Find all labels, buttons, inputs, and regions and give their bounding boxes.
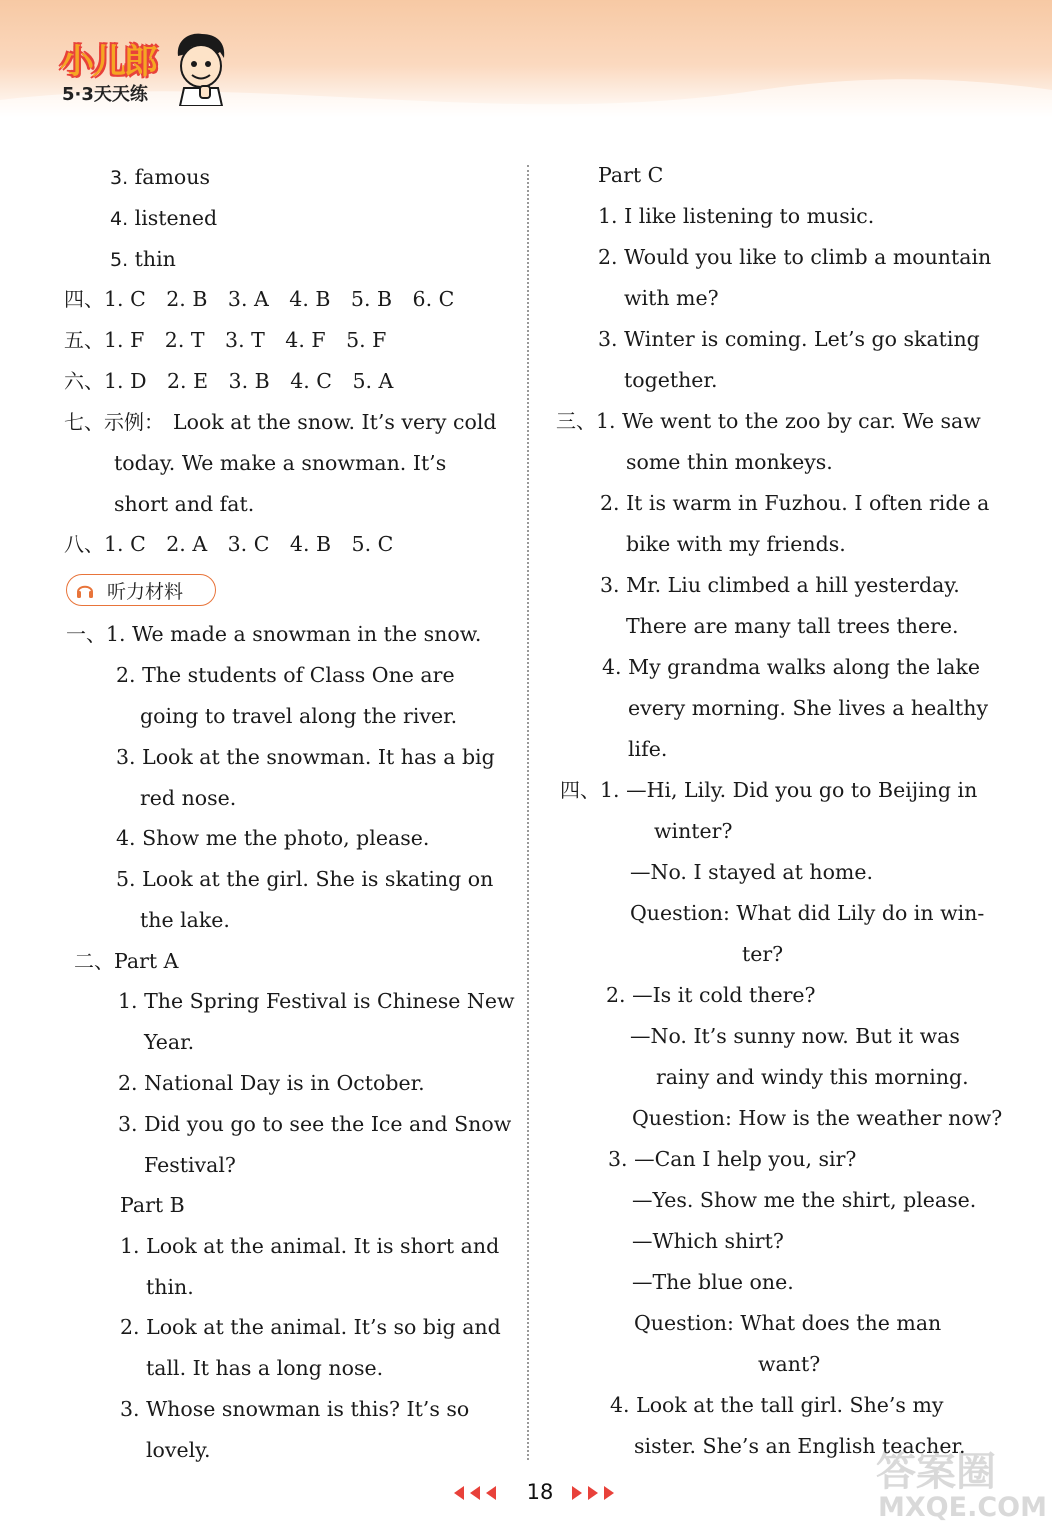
transcript-line: 3. Mr. Liu climbed a hill yesterday. [600, 573, 960, 597]
transcript-line: 2. The students of Class One are [116, 663, 455, 687]
watermark-en: MXQE.COM [878, 1492, 1047, 1523]
transcript-line: 3. —Can I help you, sir? [608, 1147, 857, 1171]
transcript-line: —No. It’s sunny now. But it was [630, 1024, 960, 1048]
transcript-line: 3. Look at the snowman. It has a big [116, 745, 495, 769]
transcript-line: Year. [144, 1030, 195, 1054]
transcript-line: every morning. She lives a healthy [628, 696, 989, 720]
section-answers: 四、1. C 2. B 3. A 4. B 5. B 6. C [64, 287, 455, 311]
brand-logo [52, 32, 252, 112]
transcript-line: 2. Would you like to climb a mountain [598, 245, 992, 269]
transcript-line: 一、1. We made a snowman in the snow. [66, 622, 482, 646]
transcript-line: 三、1. We went to the zoo by car. We saw [556, 409, 981, 433]
transcript-line: 3. Did you go to see the Ice and Snow [118, 1112, 512, 1136]
transcript-line: the lake. [140, 908, 230, 932]
column-divider [527, 165, 529, 1460]
section-label-7: 七、示例： [64, 410, 164, 434]
transcript-line: want? [758, 1352, 821, 1376]
transcript-line: 2. National Day is in October. [118, 1071, 425, 1095]
transcript-line: 2. It is warm in Fuzhou. I often ride a [600, 491, 990, 515]
example-sentence: short and fat. [114, 492, 255, 516]
header-band [0, 0, 1052, 118]
transcript-line: going to travel along the river. [140, 704, 458, 728]
section-answers: 八、1. C 2. A 3. C 4. B 5. C [64, 532, 394, 556]
logo-subtitle: 5·3天天练 [62, 84, 148, 105]
transcript-line: 1. I like listening to music. [598, 204, 875, 228]
transcript-line: 1. Look at the animal. It is short and [120, 1234, 500, 1258]
transcript-line: Question: How is the weather now? [632, 1106, 1003, 1130]
answer-line: 4. listened [110, 206, 218, 230]
transcript-line: ter? [742, 942, 784, 966]
section-answers: 五、1. F 2. T 3. T 4. F 5. F [64, 328, 387, 352]
transcript-line: bike with my friends. [626, 532, 846, 556]
page-number: 18 [526, 1480, 554, 1504]
transcript-line: life. [628, 737, 668, 761]
mascot-boy-icon [170, 30, 232, 106]
listening-tag-label: 听力材料 [107, 581, 184, 603]
transcript-line: 3. Whose snowman is this? It’s so [120, 1397, 470, 1421]
transcript-line: 4. My grandma walks along the lake [602, 655, 980, 679]
transcript-line: rainy and windy this morning. [656, 1065, 969, 1089]
transcript-line: winter? [654, 819, 733, 843]
transcript-line: 2. Look at the animal. It’s so big and [120, 1315, 501, 1339]
transcript-line: 4. Show me the photo, please. [116, 826, 430, 850]
transcript-line: —The blue one. [632, 1270, 794, 1294]
transcript-line: some thin monkeys. [626, 450, 833, 474]
transcript-line: —Yes. Show me the shirt, please. [632, 1188, 977, 1212]
transcript-line: lovely. [146, 1438, 211, 1462]
transcript-line: 5. Look at the girl. She is skating on [116, 867, 494, 891]
part-heading: 二、Part A [74, 949, 179, 973]
transcript-line: 4. Look at the tall girl. She’s my [610, 1393, 944, 1417]
site-watermark [872, 1440, 1047, 1530]
part-heading: Part B [120, 1193, 185, 1217]
right-arrows-icon [572, 1486, 622, 1500]
transcript-line: 2. —Is it cold there? [606, 983, 816, 1007]
transcript-line: —No. I stayed at home. [630, 860, 874, 884]
logo-title: 小儿郎 [60, 42, 156, 82]
transcript-line: —Which shirt? [632, 1229, 784, 1253]
transcript-line: 3. Winter is coming. Let’s go skating [598, 327, 980, 351]
transcript-line: 四、1. —Hi, Lily. Did you go to Beijing in [560, 778, 978, 802]
transcript-line: Festival? [144, 1153, 236, 1177]
section-answers: 六、1. D 2. E 3. B 4. C 5. A [64, 369, 394, 393]
part-heading: Part C [598, 163, 664, 187]
answer-line: 3. famous [110, 165, 210, 189]
transcript-line: Question: What did Lily do in win- [630, 901, 985, 925]
example-sentence: today. We make a snowman. It’s [114, 451, 447, 475]
listening-material-tag [66, 574, 216, 606]
watermark-cn: 答案圈 [876, 1449, 996, 1495]
transcript-line: There are many tall trees there. [626, 614, 959, 638]
transcript-line: red nose. [140, 786, 237, 810]
transcript-line: tall. It has a long nose. [146, 1356, 384, 1380]
transcript-line: thin. [146, 1275, 194, 1299]
left-arrows-icon [454, 1486, 504, 1500]
transcript-line: 1. The Spring Festival is Chinese New [118, 989, 515, 1013]
transcript-line: together. [624, 368, 718, 392]
example-sentence: Look at the snow. It’s very cold [173, 410, 497, 434]
answer-line: 5. thin [110, 247, 176, 271]
transcript-line: sister. She’s an English teacher. [634, 1434, 966, 1458]
transcript-line: with me? [624, 286, 719, 310]
headphones-icon [75, 580, 95, 600]
page-footer [450, 1478, 630, 1508]
transcript-line: Question: What does the man [634, 1311, 942, 1335]
